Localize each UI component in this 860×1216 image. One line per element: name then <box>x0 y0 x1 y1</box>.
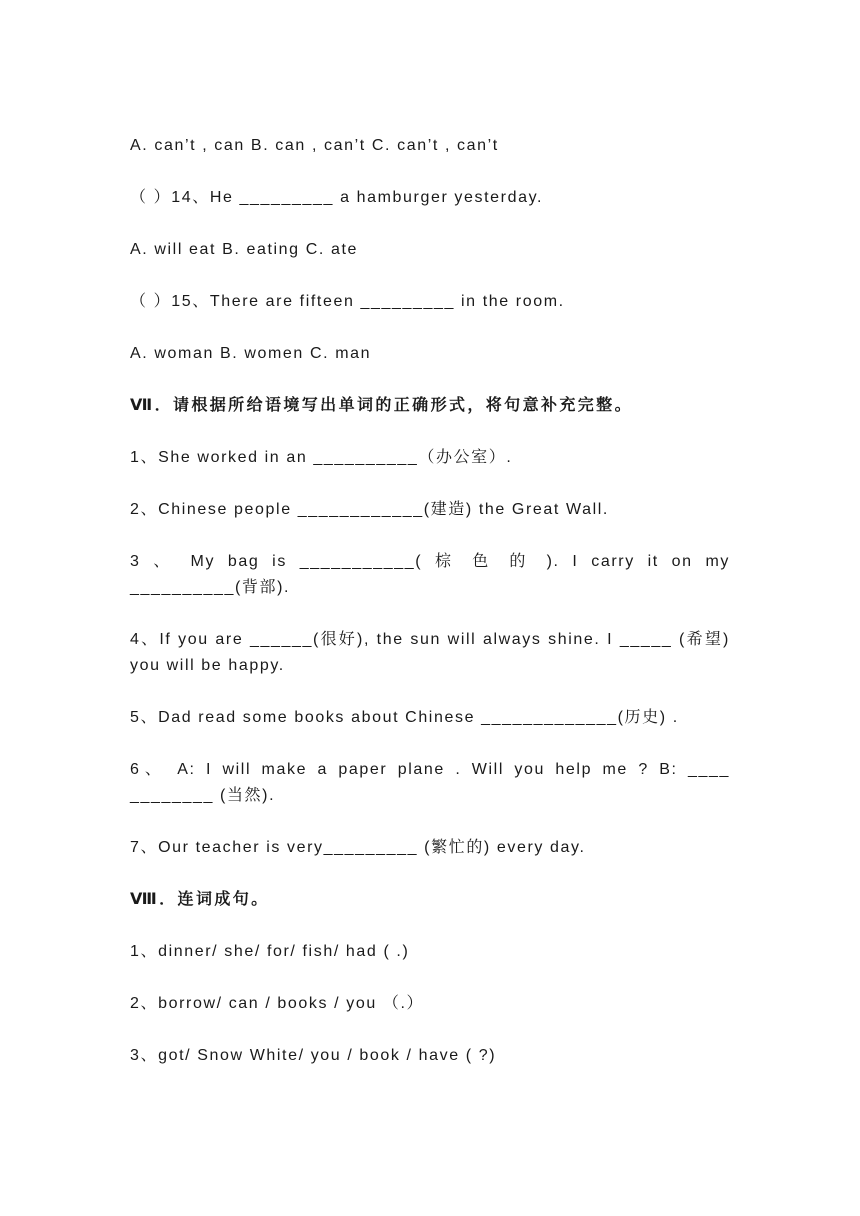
fill-item-1: 1、She worked in an __________（办公室）. <box>130 449 513 466</box>
question-14: （ ）14、He _________ a hamburger yesterday. <box>130 189 544 206</box>
fill-item-7: 7、Our teacher is very_________ (繁忙的) every day. <box>130 839 586 856</box>
question-15: （ ）15、There are fifteen _________ in the room. <box>130 293 565 310</box>
sentence-item-2: 2、borrow/ can / books / you （.） <box>130 995 425 1012</box>
fill-item-3: 3 、 My bag is ___________( 棕 色 的 ). I carry it on my __________(背部). <box>130 553 730 596</box>
fill-item-2: 2、Chinese people ____________(建造) the Great Wall. <box>130 501 609 518</box>
options-q13: A. can’t , can B. can , can’t C. can’t , can’t <box>130 137 499 154</box>
options-q15: A. woman B. women C. man <box>130 345 372 362</box>
fill-item-4: 4、If you are ______(很好), the sun will always shine. I _____ (希望) you will be happy. <box>130 631 730 674</box>
fill-item-6: 6、 A: I will make a paper plane . Will you help me ? B: ____ ________ (当然). <box>130 761 730 804</box>
section-7-heading: Ⅶ．请根据所给语境写出单词的正确形式，将句意补充完整。 <box>130 397 633 414</box>
section-8-heading: Ⅷ．连词成句。 <box>130 891 270 908</box>
fill-item-5: 5、Dad read some books about Chinese _____________(历史) . <box>130 709 679 726</box>
sentence-item-3: 3、got/ Snow White/ you / book / have ( ?) <box>130 1047 497 1064</box>
options-q14: A. will eat B. eating C. ate <box>130 241 359 258</box>
sentence-item-1: 1、dinner/ she/ for/ fish/ had ( .) <box>130 943 410 960</box>
